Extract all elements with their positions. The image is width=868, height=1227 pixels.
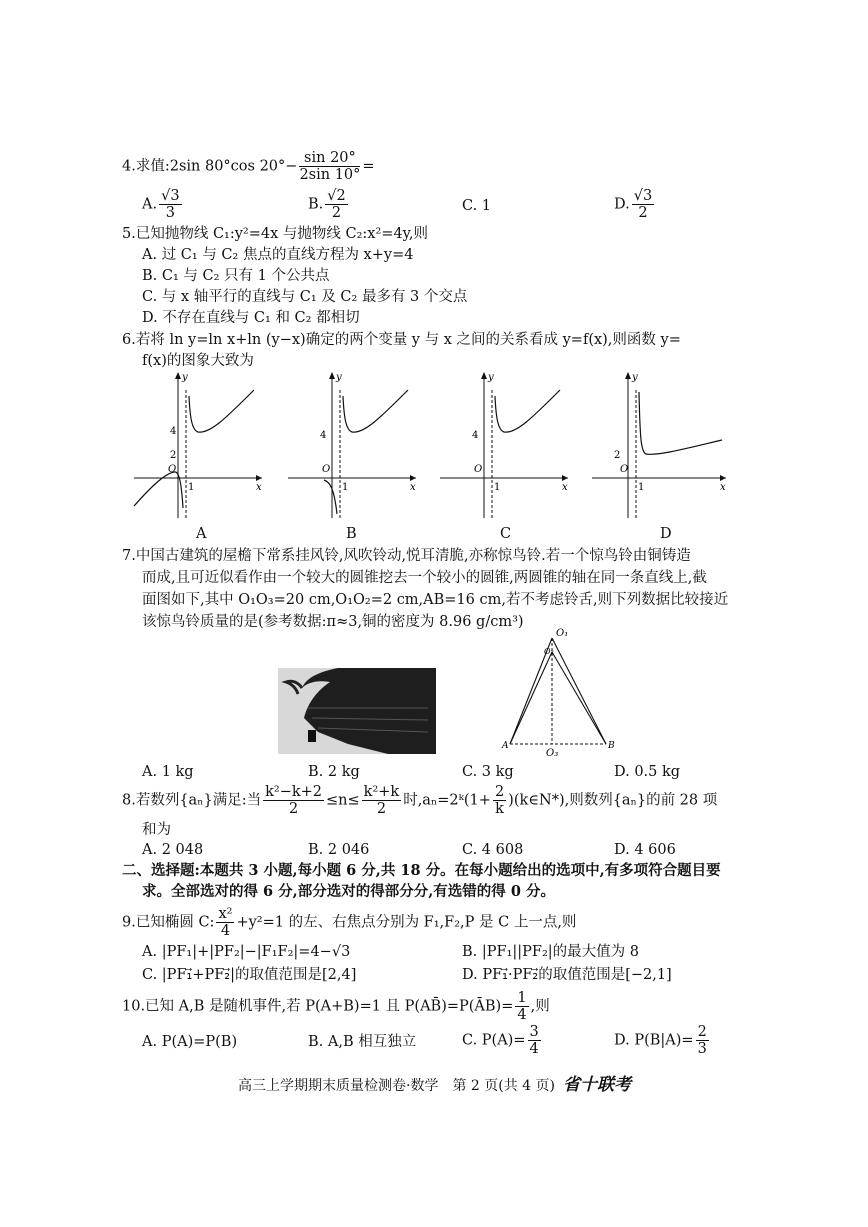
curve-right <box>639 392 722 454</box>
q7-option-b: B. 2 kg <box>308 764 360 780</box>
q5-stem: 5.已知抛物线 C₁:y²=4x 与抛物线 C₂:x²=4y,则 <box>122 226 429 242</box>
tick-1: 1 <box>494 482 501 493</box>
q10-option-a: A. P(A)=P(B) <box>142 1034 238 1050</box>
tick-4: 4 <box>170 426 177 437</box>
publisher-seal: 省十联考 <box>563 1075 631 1095</box>
q6-graph-a <box>130 368 270 528</box>
curve-left <box>134 472 183 508</box>
section2-heading-line1: 二、选择题:本题共 3 小题,每小题 6 分,共 18 分。在每小题给出的选项中,有多项符合题目要 <box>122 862 721 879</box>
footer-text: 高三上学期期末质量检测卷·数学 第 2 页(共 4 页) <box>238 1078 555 1094</box>
outer-cone-right <box>552 638 606 744</box>
q7-option-d: D. 0.5 kg <box>614 764 681 780</box>
q9-option-d: D. PF₁⃗·PF₂⃗的取值范围是[−2,1] <box>462 967 672 983</box>
y-label: y <box>182 372 188 383</box>
x-label: x <box>720 482 726 493</box>
q6-graph-a-label: A <box>196 526 207 542</box>
x-axis-arrow-icon <box>720 475 726 481</box>
q4-option-d: D. $\frac{√3}{2}$ <box>614 188 653 221</box>
label-o2: O₂ <box>544 647 554 656</box>
tick-1: 1 <box>188 482 195 493</box>
x-axis-arrow-icon <box>562 475 568 481</box>
q8-option-a: A. 2 048 <box>142 842 204 858</box>
tick-1: 1 <box>342 482 349 493</box>
tick-2: 2 <box>614 450 621 461</box>
inner-cone-left <box>510 652 552 744</box>
q10-option-b: B. A,B 相互独立 <box>308 1034 417 1050</box>
q5-option-d: D. 不存在直线与 C₁ 和 C₂ 都相切 <box>142 310 360 326</box>
q6-graph-d <box>588 368 734 528</box>
tick-1: 1 <box>638 482 645 493</box>
q9-stem: 9.已知椭圆 C: $\frac{\text{x²}}{4}$ +y²=1 的左、右焦点分别为 F₁,F₂,P 是 C 上一点,则 <box>122 906 577 939</box>
q6-graph-c <box>436 368 576 528</box>
q7-line4: 该惊鸟铃质量的是(参考数据:π≈3,铜的密度为 8.96 g/cm³) <box>142 614 524 630</box>
y-axis-arrow-icon <box>175 372 181 379</box>
page-footer <box>238 1070 631 1095</box>
label-o3: O₃ <box>546 748 559 758</box>
origin-label: O <box>620 464 629 475</box>
label-a: A <box>502 741 509 751</box>
curve-right <box>343 390 408 432</box>
curve-right <box>189 390 254 432</box>
y-label: y <box>488 372 494 383</box>
tick-2: 2 <box>170 450 177 461</box>
y-label: y <box>632 372 638 383</box>
x-label: x <box>562 482 568 493</box>
y-label: y <box>336 372 342 383</box>
bell-icon <box>308 730 316 742</box>
q8-line2: 和为 <box>142 822 171 838</box>
origin-label: O <box>474 464 483 475</box>
q4-stem: 4.求值:2sin 80°cos 20°− $\frac{\sin 20^\circ}{2\sin 10^\circ}$ = <box>122 150 375 183</box>
q8-option-b: B. 2 046 <box>308 842 370 858</box>
bell-cross-section <box>500 622 620 758</box>
q9-option-c: C. |PF₁⃗+PF₂⃗|的取值范围是[2,4] <box>142 967 357 983</box>
q6-stem-line2: f(x)的图象大致为 <box>142 353 254 369</box>
q8-option-c: C. 4 608 <box>462 842 524 858</box>
q4-option-c: C. 1 <box>462 198 492 214</box>
q6-graph-c-label: C <box>500 526 512 542</box>
x-axis-arrow-icon <box>410 475 416 481</box>
eave-photo <box>278 668 436 754</box>
q10-stem: 10.已知 A,B 是随机事件,若 P(A+B)=1 且 P(AB̄)=P(ĀB)= $\frac{1}{4}$ ,则 <box>122 990 550 1023</box>
q7-option-c: C. 3 kg <box>462 764 514 780</box>
label-b: B <box>608 741 615 751</box>
q6-stem-line1: 6.若将 ln y=ln x+ln (y−x)确定的两个变量 y 与 x 之间的关系看成 y=f(x),则函数 y= <box>122 332 681 348</box>
q7-line2: 而成,且可近似看作由一个较大的圆锥挖去一个较小的圆锥,两圆锥的轴在同一条直线上,截 <box>142 570 707 586</box>
q5-option-c: C. 与 x 轴平行的直线与 C₁ 及 C₂ 最多有 3 个交点 <box>142 289 468 305</box>
tick-4: 4 <box>320 430 327 441</box>
q7-option-a: A. 1 kg <box>142 764 194 780</box>
q6-graph-d-label: D <box>660 526 672 542</box>
q4-option-a: A. $\frac{√3}{3}$ <box>142 188 180 221</box>
x-label: x <box>256 482 262 493</box>
x-label: x <box>410 482 416 493</box>
q8-option-d: D. 4 606 <box>614 842 676 858</box>
q6-graph-b <box>284 368 424 528</box>
label-o1: O₁ <box>556 628 569 639</box>
q9-option-a: A. |PF₁|+|PF₂|−|F₁F₂|=4−√3 <box>142 944 351 960</box>
y-axis-arrow-icon <box>481 372 487 379</box>
curve-right <box>495 390 560 432</box>
q10-option-d: D. P(B|A)= $\frac{2}{3}$ <box>614 1024 707 1057</box>
q4-option-b: B. $\frac{√2}{2}$ <box>308 188 346 221</box>
q7-line1: 7.中国古建筑的屋檐下常系挂风铃,风吹铃动,悦耳清脆,亦称惊鸟铃.若一个惊鸟铃由铜铸造 <box>122 548 691 564</box>
q6-graph-b-label: B <box>346 526 357 542</box>
tick-4: 4 <box>472 430 479 441</box>
q10-option-c: C. P(A)= $\frac{3}{4}$ <box>462 1024 539 1057</box>
q5-option-b: B. C₁ 与 C₂ 只有 1 个公共点 <box>142 268 330 284</box>
inner-cone-right <box>552 652 606 744</box>
q8-stem: 8.若数列{aₙ}满足:当 $\frac{\text{k²−k+2}}{2}$ ≤n≤ $\frac{\text{k²+k}}{2}$ 时,aₙ=2ᵏ(1+ $\frac{2}{k}$ )(k∈N*),则数列{aₙ}的前 28 项 <box>122 784 718 817</box>
q9-option-b: B. |PF₁||PF₂|的最大值为 8 <box>462 944 640 960</box>
x-axis-arrow-icon <box>256 475 262 481</box>
origin-label: O <box>168 464 177 475</box>
origin-label: O <box>322 464 331 475</box>
y-axis-arrow-icon <box>329 372 335 379</box>
y-axis-arrow-icon <box>625 372 631 379</box>
q5-option-a: A. 过 C₁ 与 C₂ 焦点的直线方程为 x+y=4 <box>142 247 414 263</box>
q7-line3: 面图如下,其中 O₁O₃=20 cm,O₁O₂=2 cm,AB=16 cm,若不考虑铃舌,则下列数据比较接近 <box>142 592 729 608</box>
section2-heading-line2: 求。全部选对的得 6 分,部分选对的得部分分,有选错的得 0 分。 <box>142 883 555 900</box>
curve-left <box>324 480 337 514</box>
